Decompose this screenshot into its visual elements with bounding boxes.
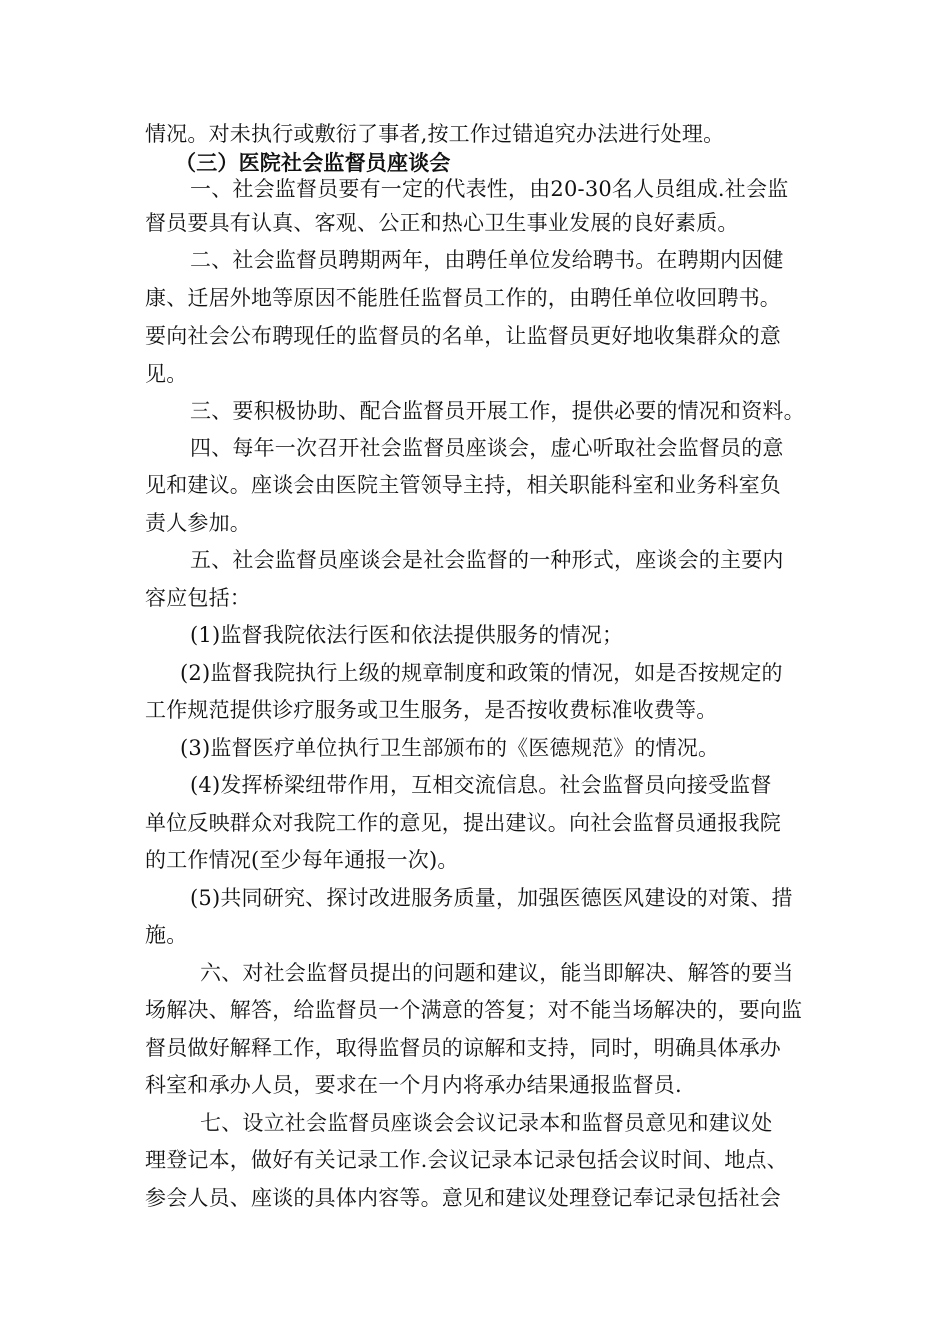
text-line: 单位反映群众对我院工作的意见，提出建议。向社会监督员通报我院 (145, 811, 781, 835)
text-line: (3)监督医疗单位执行卫生部颁布的《医德规范》的情况。 (180, 736, 720, 760)
text-line: 见。 (145, 362, 188, 386)
text-line: 五、社会监督员座谈会是社会监督的一种形式，座谈会的主要内 (190, 548, 784, 572)
text-line: 三、要积极协助、配合监督员开展工作，提供必要的情况和资料。 (190, 399, 805, 423)
text-line: 督员做好解释工作，取得监督员的谅解和支持，同时，明确具体承办 (145, 1036, 781, 1060)
text-line: 场解决、解答，给监督员一个满意的答复；对不能当场解决的，要向监 (145, 998, 803, 1022)
text-line: 工作规范提供诊疗服务或卫生服务，是否按收费标准收费等。 (145, 698, 718, 722)
text-line: 二、社会监督员聘期两年，由聘任单位发给聘书。在聘期内因健 (190, 248, 784, 272)
text-line: 理登记本，做好有关记录工作.会议记录本记录包括会议时间、地点、 (145, 1148, 788, 1172)
text-line: 一、社会监督员要有一定的代表性，由20-30名人员组成.社会监 (190, 177, 789, 201)
text-line: 六、对社会监督员提出的问题和建议，能当即解决、解答的要当 (200, 961, 794, 985)
text-line: 要向社会公布聘现任的监督员的名单，让监督员更好地收集群众的意 (145, 324, 781, 348)
text-line: (5)共同研究、探讨改进服务质量，加强医德医风建设的对策、措 (190, 886, 793, 910)
text-line: (1)监督我院依法行医和依法提供服务的情况； (190, 623, 624, 647)
text-line: (2)监督我院执行上级的规章制度和政策的情况，如是否按规定的 (180, 661, 783, 685)
text-line: 容应包括： (145, 586, 251, 610)
text-line: 见和建议。座谈会由医院主管领导主持，相关职能科室和业务科室负 (145, 473, 781, 497)
text-line: 四、每年一次召开社会监督员座谈会，虚心听取社会监督员的意 (190, 436, 784, 460)
text-line: 康、迁居外地等原因不能胜任监督员工作的，由聘任单位收回聘书。 (145, 286, 781, 310)
text-line: 七、设立社会监督员座谈会会议记录本和监督员意见和建议处 (200, 1111, 773, 1135)
section-heading: （三）医院社会监督员座谈会 (175, 150, 451, 175)
text-line: 的工作情况(至少每年通报一次)。 (145, 848, 459, 872)
text-line: 责人参加。 (145, 511, 251, 535)
text-line: 参会人员、座谈的具体内容等。意见和建议处理登记奉记录包括社会 (145, 1186, 781, 1210)
text-line: (4)发挥桥梁纽带作用，互相交流信息。社会监督员向接受监督 (190, 773, 772, 797)
text-line: 施。 (145, 923, 188, 947)
text-line: 情况。对未执行或敷衍了事者,按工作过错追究办法进行处理。 (145, 122, 725, 146)
text-line: 督员要具有认真、客观、公正和热心卫生事业发展的良好素质。 (145, 211, 739, 235)
text-line: 科室和承办人员，要求在一个月内将承办结果通报监督员. (145, 1073, 682, 1097)
